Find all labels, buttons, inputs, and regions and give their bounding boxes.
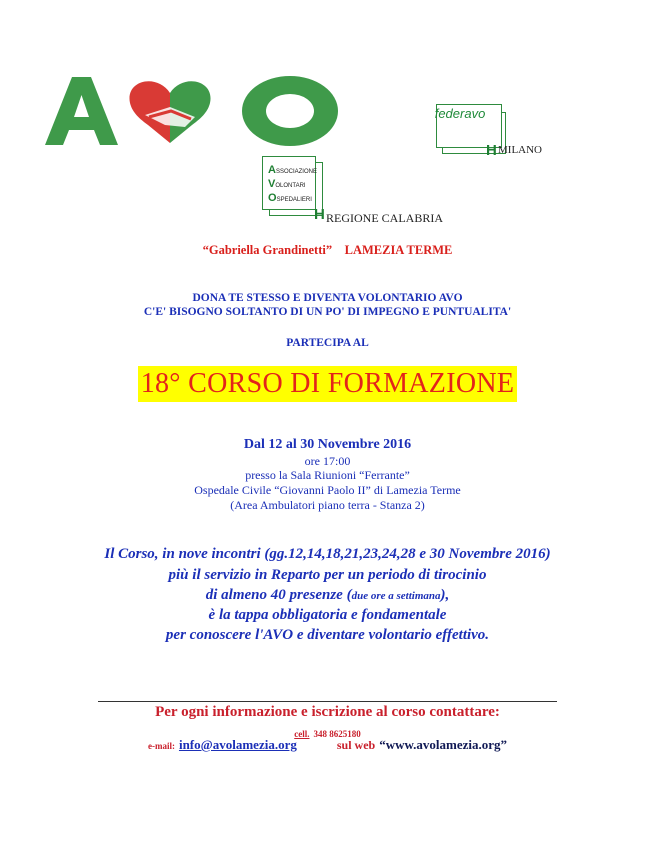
- cell-number: 348 8625180: [313, 729, 361, 739]
- region-initial: H: [314, 206, 325, 223]
- contact-web-row: [0, 736, 655, 754]
- title-wrap: [0, 366, 655, 402]
- contact-heading: Per ogni informazione e iscrizione al corso contattare:: [155, 704, 500, 720]
- handshake-heart-icon: [129, 81, 210, 143]
- course-room: presso la Sala Riunioni “Ferrante”: [245, 468, 410, 482]
- cell-label: cell.: [294, 729, 310, 739]
- region-name: REGIONE CALABRIA: [326, 211, 443, 225]
- course-title: 18° CORSO DI FORMAZIONE: [138, 366, 518, 402]
- desc-line-1: Il Corso, in nove incontri (gg.12,14,18,21,23,24,28 e 30 Novembre 2016): [104, 546, 551, 562]
- avo-logo: [45, 75, 340, 147]
- section-header: [0, 243, 655, 258]
- desc-line-5: per conoscere l'AVO e diventare volontario effettivo.: [165, 627, 490, 643]
- federavo-logo: [416, 90, 556, 160]
- email-link[interactable]: info@avolamezia.org: [178, 737, 297, 752]
- course-time: ore 17:00: [304, 454, 351, 468]
- desc-line-4: è la tappa obbligatoria e fondamentale: [208, 607, 447, 623]
- web-label: sul web: [336, 738, 376, 752]
- region-logo: [262, 156, 462, 226]
- course-area: (Area Ambulatori piano terra - Stanza 2): [230, 498, 425, 512]
- email-label: e-mail:: [147, 741, 175, 751]
- intro-line-2: C'E' BISOGNO SOLTANTO DI UN PO' DI IMPEGNO E PUNTUALITA': [143, 306, 512, 318]
- section-city: LAMEZIA TERME: [344, 243, 453, 257]
- federavo-city: MILANO: [498, 144, 542, 156]
- web-link[interactable]: “www.avolamezia.org”: [379, 737, 508, 752]
- region-line-2: VOLONTARI: [268, 178, 306, 190]
- federavo-name: federavo: [434, 106, 486, 121]
- course-dates: Dal 12 al 30 Novembre 2016: [243, 437, 412, 452]
- region-line-1: ASSOCIAZIONE: [268, 164, 317, 176]
- federavo-initial: H: [486, 142, 497, 159]
- desc-line-3: di almeno 40 presenze (due ore a settimana),: [205, 587, 450, 603]
- desc-line-2: più il servizio in Reparto per un periodo di tirocinio: [168, 567, 487, 583]
- divider: [98, 701, 557, 702]
- region-line-3: OSPEDALIERI: [268, 192, 312, 204]
- intro-line-1: DONA TE STESSO E DIVENTA VOLONTARIO AVO: [192, 292, 463, 304]
- section-name: “Gabriella Grandinetti”: [202, 243, 333, 257]
- course-hospital: Ospedale Civile “Giovanni Paolo II” di Lamezia Terme: [194, 483, 461, 497]
- partecipa-label: PARTECIPA AL: [286, 337, 369, 349]
